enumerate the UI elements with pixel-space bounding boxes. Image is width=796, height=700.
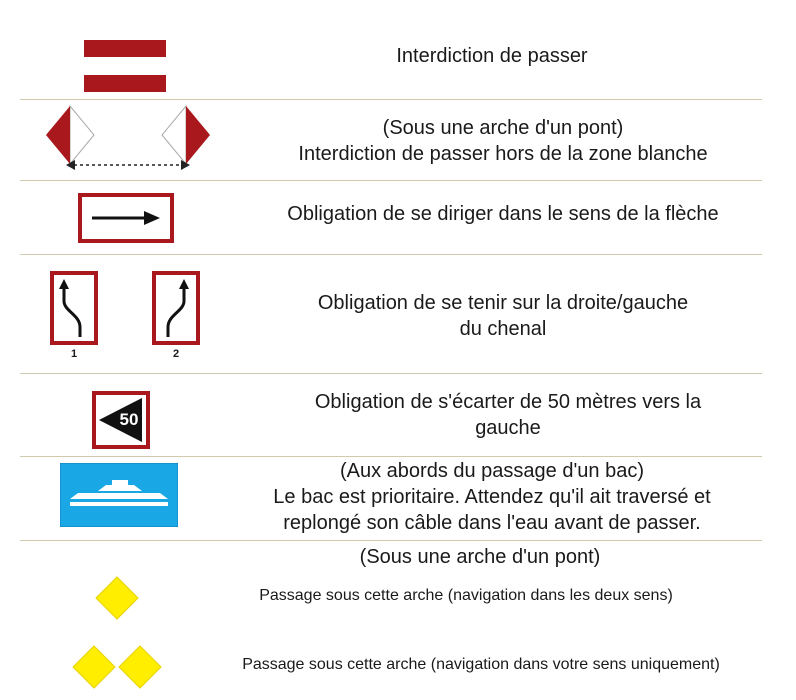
divider bbox=[20, 180, 762, 181]
sign-arche-un-sens bbox=[72, 645, 164, 689]
sign-zone-blanche-left bbox=[44, 104, 96, 166]
text-line: Interdiction de passer hors de la zone blanche bbox=[298, 143, 708, 165]
text-line: du chenal bbox=[459, 318, 547, 340]
sign-interdiction-passer bbox=[84, 40, 166, 92]
text-line: Interdiction de passer bbox=[396, 45, 588, 67]
divider bbox=[20, 254, 762, 255]
divider bbox=[20, 99, 762, 100]
section-heading: (Sous une arche d'un pont) bbox=[359, 546, 601, 568]
sign-tenir-gauche bbox=[152, 271, 200, 345]
sign-tenir-droite bbox=[50, 271, 98, 345]
text-line: (Sous une arche d'un pont) bbox=[382, 117, 624, 139]
sign-description bbox=[270, 389, 746, 441]
arch-sign-description: Passage sous cette arche (navigation dans les deux sens) bbox=[259, 587, 673, 604]
divider bbox=[20, 456, 762, 457]
text-line: Obligation de s'écarter de 50 mètres vers la bbox=[314, 391, 702, 413]
sign-description bbox=[352, 43, 632, 69]
text-line: Le bac est prioritaire. Attendez qu'il ait traversé et bbox=[273, 486, 711, 508]
sign-description bbox=[240, 201, 766, 227]
divider bbox=[20, 373, 762, 374]
sign-arche-deux-sens bbox=[95, 576, 139, 620]
sign-zone-blanche-right bbox=[160, 104, 212, 166]
text-line: Obligation de se diriger dans le sens de la flèche bbox=[287, 203, 719, 225]
divider bbox=[20, 540, 762, 541]
sign-description bbox=[240, 115, 766, 167]
sign-bac-ferry bbox=[60, 463, 178, 527]
sign-sub-label: 2 bbox=[172, 348, 180, 360]
passage-width-arrow bbox=[66, 159, 190, 171]
sign-direction-fleche bbox=[78, 193, 174, 243]
text-line: Obligation de se tenir sur la droite/gauche bbox=[317, 292, 689, 314]
sign-ecart-50 bbox=[92, 391, 150, 449]
sign-sub-label: 1 bbox=[70, 348, 78, 360]
text-line: replongé son câble dans l'eau avant de passer. bbox=[283, 512, 701, 534]
sign-description bbox=[270, 290, 736, 342]
arch-sign-description: Passage sous cette arche (navigation dans votre sens uniquement) bbox=[242, 656, 720, 673]
sign-description bbox=[208, 458, 776, 536]
sign-number: 50 bbox=[119, 410, 139, 429]
text-line: gauche bbox=[475, 417, 541, 439]
text-line: (Aux abords du passage d'un bac) bbox=[339, 460, 644, 482]
